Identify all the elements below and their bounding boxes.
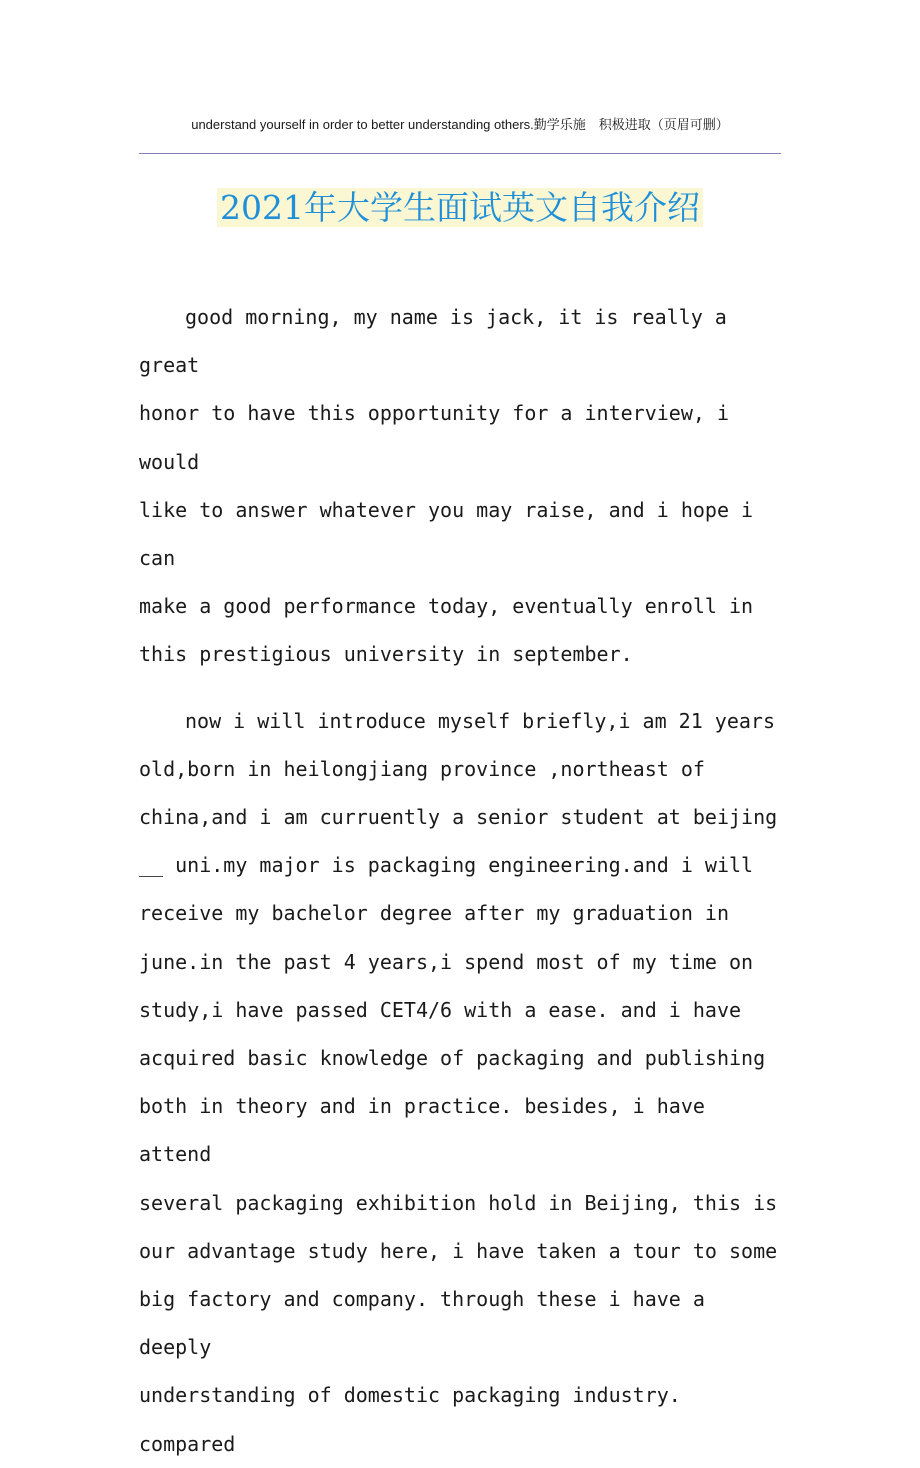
page-header: understand yourself in order to better understanding others.勤学乐施 积极进取（页眉可删） bbox=[191, 117, 729, 132]
title-text: 2021年大学生面试英文自我介绍 bbox=[217, 188, 703, 227]
document-title bbox=[0, 184, 920, 232]
header-divider bbox=[139, 153, 781, 154]
paragraph-2: now i will introduce myself briefly,i am 21 years old,born in heilongjiang province ,northeast of china,and i am curruently a senior student at beijing __ uni.my major is packaging engineering.and i will receive my bachelor degree after my graduation in june.in the past 4 years,i spend most of my time on study,i have passed CET4/6 with a ease. and i have acquired basic knowledge of packaging and publishing both in theory and in practice. besides, i have attend several packaging exhibition hold in Beijing, this is our advantage study here, i have taken a tour to some big factory and company. through these i have a deeply understanding of domestic packaging industry. compared bbox=[139, 708, 778, 1456]
paragraph-1: good morning, my name is jack, it is really a great honor to have this opportunity for a interview, i would like to answer whatever you may raise, and i hope i can make a good performance today, eventually enroll in this prestigious university in september. bbox=[139, 305, 754, 667]
document-body bbox=[139, 293, 781, 1468]
